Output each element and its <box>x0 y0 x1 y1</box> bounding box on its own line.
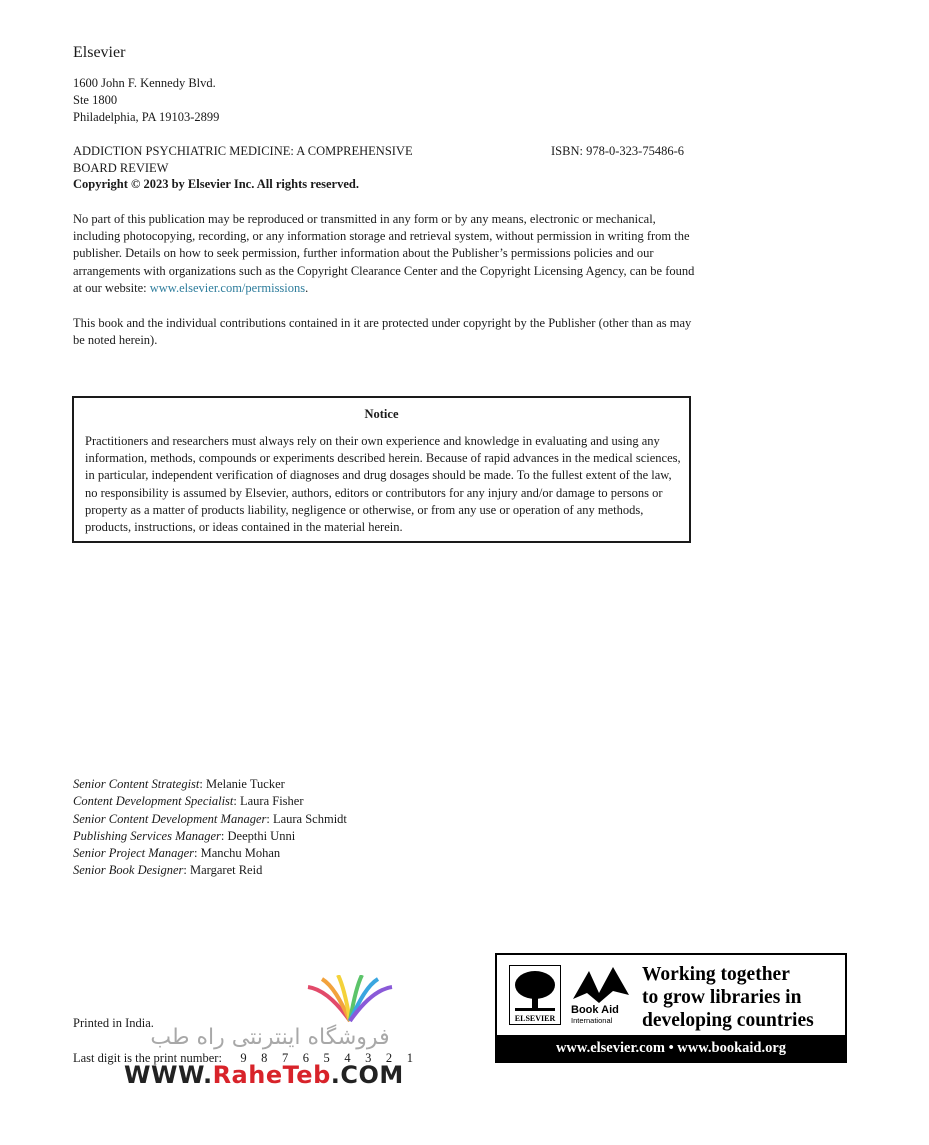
copyright-line: Copyright © 2023 by Elsevier Inc. All rights reserved. <box>73 177 359 191</box>
tagline-line: developing countries <box>642 1010 814 1031</box>
credit-role: Content Development Specialist <box>73 794 234 809</box>
book-aid-sub: International <box>571 1016 613 1025</box>
book-aid-logo-icon <box>569 963 633 1027</box>
credit-role: Senior Content Strategist <box>73 777 200 791</box>
book-aid-logo-box <box>495 953 847 1063</box>
address-line: 1600 John F. Kennedy Blvd. <box>73 76 216 90</box>
elsevier-tree-logo-icon <box>509 965 561 1025</box>
print-number: 9 <box>240 1051 247 1065</box>
print-number: 2 <box>385 1051 393 1065</box>
credit-name: : Melanie Tucker <box>199 777 285 791</box>
address-line: Ste 1800 <box>73 93 118 107</box>
permissions-link[interactable]: www.elsevier.com/permissions <box>149 280 306 295</box>
credit-role: Senior Content Development Manager <box>73 811 267 826</box>
isbn: ISBN: 978-0-323-75486-6 <box>551 144 684 158</box>
notice-text: Practitioners and researchers must always rely on their own experience and knowledge in evaluating and using any information, methods, compounds or experiments described herein. Because of rapid advances in the medical sciences, in particular, independent verification of diagnoses and drug dosages should be made. To the fullest extent of the law, no responsibility is assumed by Elsevier, authors, editors or contributors for any injury and/or damage to persons or property as a matter of products liability, negligence or otherwise, or from any use or operation of any methods, products, instructions, or ideas contained in the material herein. <box>85 434 681 535</box>
print-number: 3 <box>365 1051 372 1065</box>
permissions-text: No part of this publication may be reproduced or transmitted in any form or by any means, electronic or mechanical, including photocopying, recording, or any information storage and retrieval system, without permission in writing from the publisher. Details on how to seek permission, further information about the Publisher’s permissions policies and our arrangements with organizations such as the Copyright Clearance Center and the Copyright Licensing Agency, can be found at our website: <box>73 212 695 295</box>
tagline-line: Working together <box>642 964 790 985</box>
credit-role: Senior Project Manager <box>73 846 195 861</box>
credit-name: : Laura Fisher <box>233 794 304 809</box>
book-aid-urls[interactable]: www.elsevier.com • www.bookaid.org <box>497 1035 845 1061</box>
credit-line <box>73 811 347 828</box>
print-number: 7 <box>281 1051 289 1065</box>
credit-line <box>73 845 347 862</box>
credit-line <box>73 862 347 879</box>
print-number: 6 <box>302 1051 309 1065</box>
watermark-persian: فروشگاه اینترنتی راه طب <box>150 1025 390 1050</box>
print-number: 1 <box>406 1051 413 1065</box>
print-number-label: Last digit is the print number: <box>73 1051 222 1065</box>
printed-in: Printed in India. <box>73 1016 154 1030</box>
tagline-line: to grow libraries in <box>642 987 802 1008</box>
book-aid-label: Book Aid <box>571 1004 619 1016</box>
credit-name: : Margaret Reid <box>183 863 263 878</box>
print-number: 4 <box>344 1051 351 1065</box>
print-number: 5 <box>323 1051 330 1065</box>
watermark-url-prefix: WWW. <box>124 1061 213 1089</box>
permissions-end: . <box>305 280 309 295</box>
book-aid-tagline <box>642 963 814 1032</box>
notice-title: Notice <box>364 407 399 421</box>
credit-name: : Deepthi Unni <box>220 828 296 843</box>
credit-line <box>73 793 347 810</box>
permissions-paragraph <box>73 211 698 297</box>
elsevier-logo-label: ELSEVIER <box>514 1014 556 1023</box>
watermark <box>120 975 420 1095</box>
credit-role: Publishing Services Manager <box>73 828 221 843</box>
credit-role: Senior Book Designer <box>73 863 184 878</box>
notice-box <box>72 396 691 543</box>
print-number: 8 <box>261 1051 268 1065</box>
address-line: Philadelphia, PA 19103-2899 <box>73 110 220 124</box>
credits-list <box>73 776 347 880</box>
watermark-url-brand: RaheTeb <box>212 1061 331 1089</box>
credit-name: : Laura Schmidt <box>266 811 347 826</box>
book-title: ADDICTION PSYCHIATRIC MEDICINE: A COMPREHENSIVE BOARD REVIEW <box>73 144 413 175</box>
publisher-address <box>73 75 219 126</box>
publisher-name: Elsevier <box>73 44 126 61</box>
credit-line <box>73 828 347 845</box>
book-fan-icon <box>300 975 400 1023</box>
credit-line <box>73 776 347 793</box>
credit-name: : Manchu Mohan <box>194 846 281 861</box>
watermark-url-suffix: .COM <box>330 1061 404 1089</box>
protection-paragraph: This book and the individual contributions contained in it are protected under copyright by the Publisher (other than as may be noted herein). <box>73 316 692 348</box>
watermark-url <box>124 1061 404 1089</box>
